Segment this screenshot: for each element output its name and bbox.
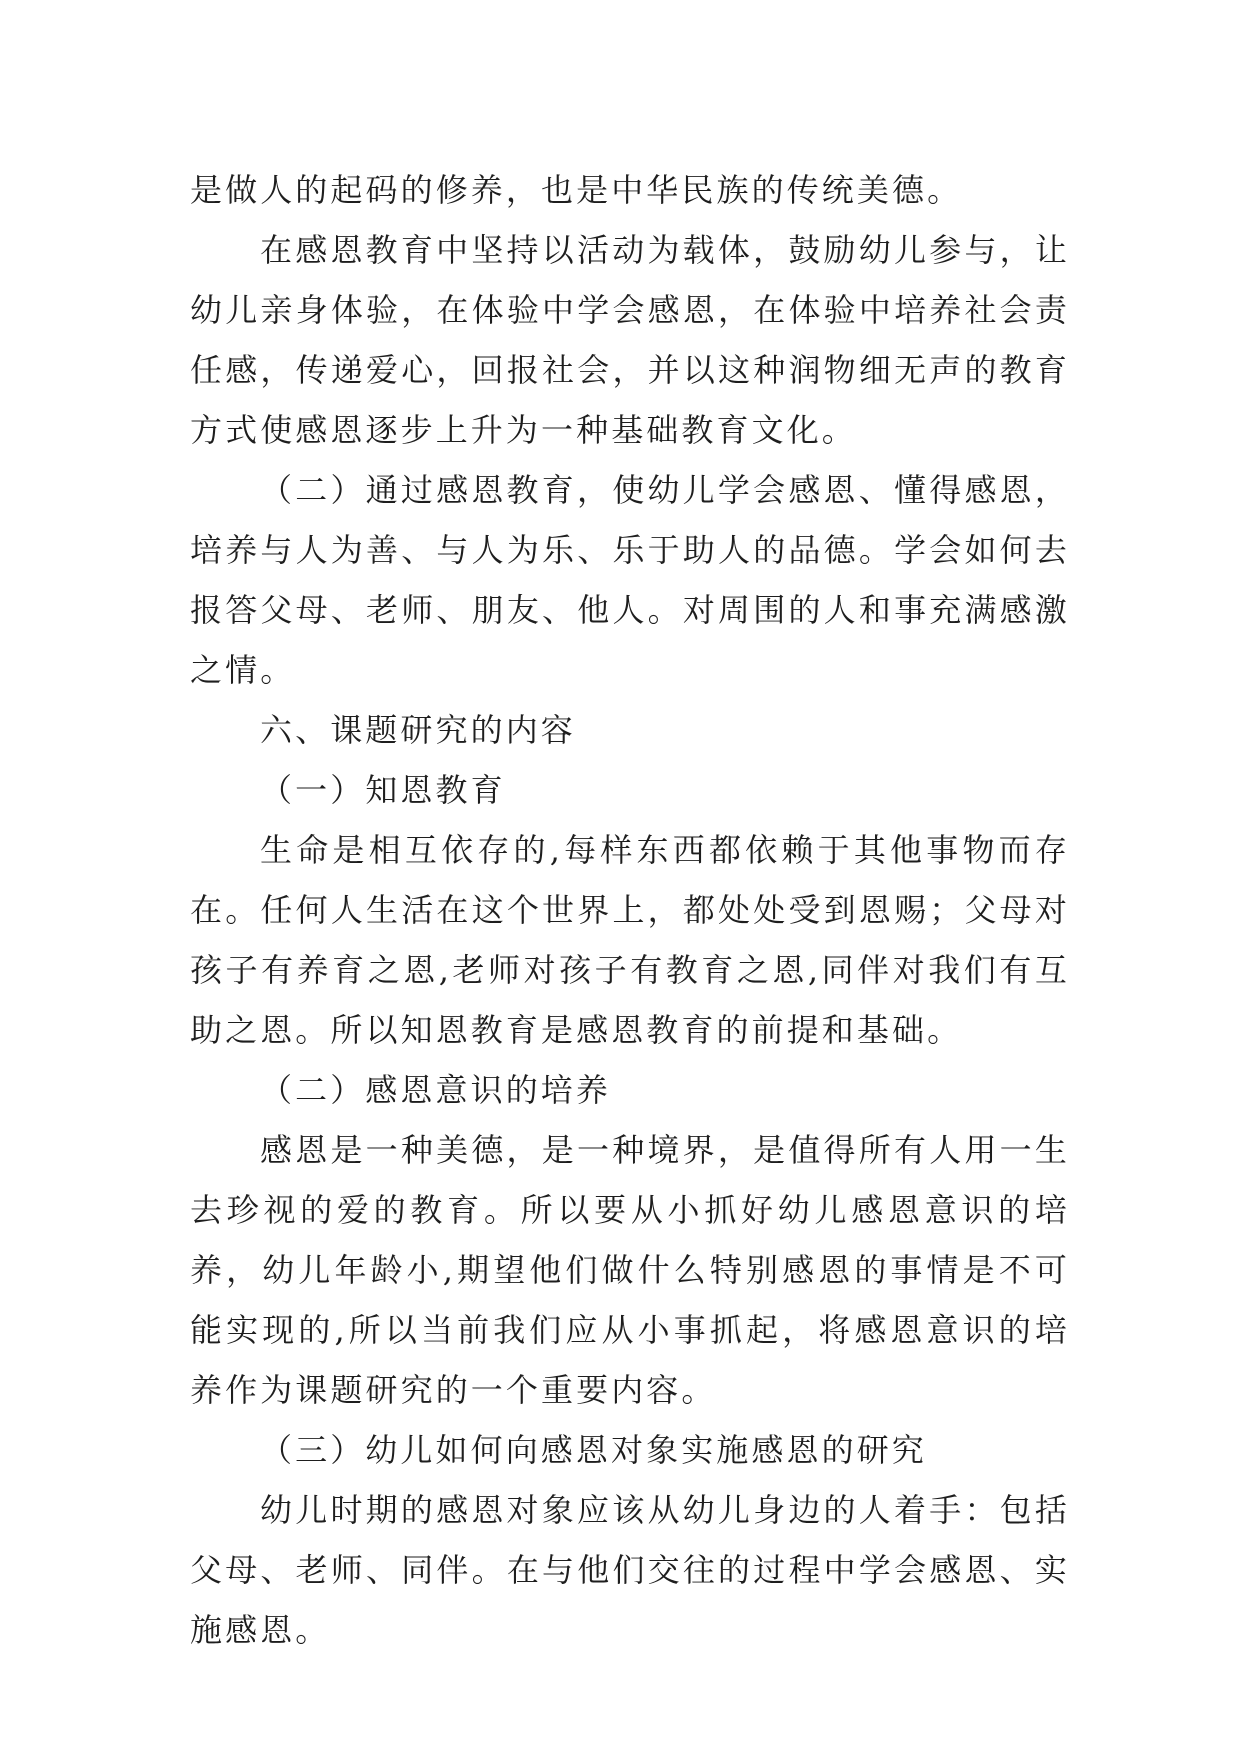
- section-heading-research-content: 六、课题研究的内容: [260, 711, 576, 749]
- paragraph-activity-carrier: 在感恩教育中坚持以活动为载体，鼓励幼儿参与，让幼儿亲身体验，在体验中学会感恩，在体验中培养社会责任感，传递爱心，回报社会，并以这种润物细无声的教育方式使感恩逐步上升为一种基础教育文化。: [190, 231, 1070, 449]
- subheading-two: （二）感恩意识的培养: [260, 1071, 612, 1109]
- subheading-three: （三）幼儿如何向感恩对象实施感恩的研究: [260, 1431, 927, 1469]
- paragraph-continued: 是做人的起码的修养，也是中华民族的传统美德。: [190, 171, 963, 209]
- subheading-one: （一）知恩教育: [260, 771, 506, 809]
- paragraph-gratitude-objects: 幼儿时期的感恩对象应该从幼儿身边的人着手：包括父母、老师、同伴。在与他们交往的过程中学会感恩、实施感恩。: [190, 1491, 1070, 1649]
- body-text: [190, 160, 1070, 1660]
- paragraph-knowing-gratitude: 生命是相互依存的,每样东西都依赖于其他事物而存在。任何人生活在这个世界上，都处处受到恩赐；父母对孩子有养育之恩,老师对孩子有教育之恩,同伴对我们有互助之恩。所以知恩教育是感恩教育的前提和基础。: [190, 831, 1070, 1049]
- paragraph-gratitude-awareness: 感恩是一种美德，是一种境界，是值得所有人用一生去珍视的爱的教育。所以要从小抓好幼儿感恩意识的培养，幼儿年龄小,期望他们做什么特别感恩的事情是不可能实现的,所以当前我们应从小事抓起，将感恩意识的培养作为课题研究的一个重要内容。: [190, 1131, 1070, 1409]
- paragraph-goal-two: （二）通过感恩教育，使幼儿学会感恩、懂得感恩，培养与人为善、与人为乐、乐于助人的品德。学会如何去报答父母、老师、朋友、他人。对周围的人和事充满感激之情。: [190, 471, 1070, 689]
